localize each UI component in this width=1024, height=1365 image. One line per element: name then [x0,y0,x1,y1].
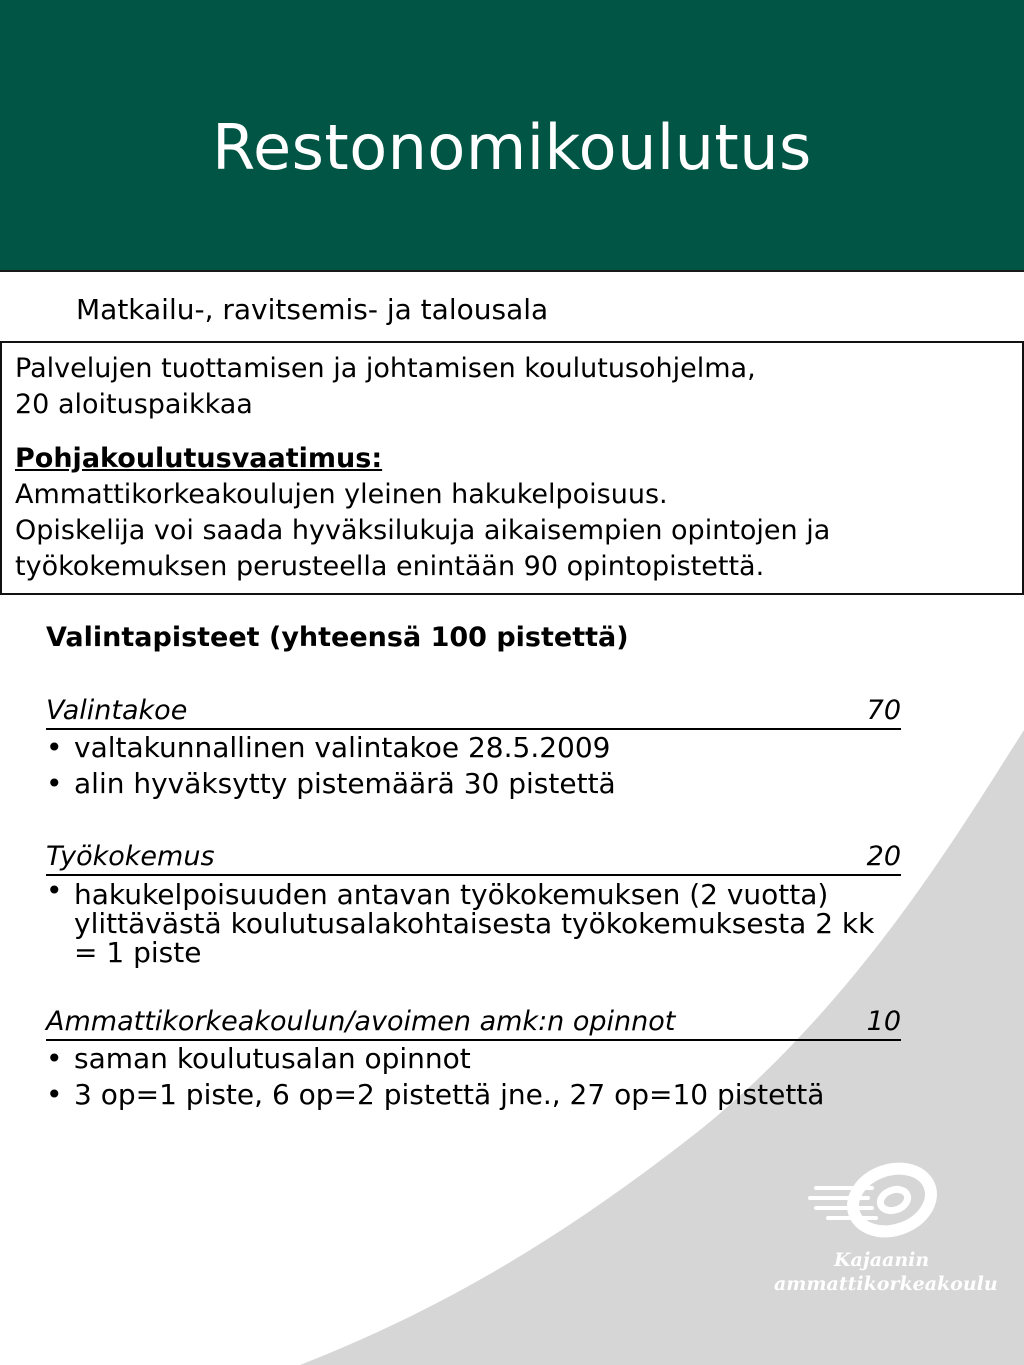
list-item: • 3 op=1 piste, 6 op=2 pistettä jne., 27 op=10 pistettä [46,1077,906,1113]
requirements-heading: Pohjakoulutusvaatimus: [15,443,383,474]
kajaani-logo [772,1160,998,1300]
section-opinnot-list [46,1041,906,1113]
list-item: • saman koulutusalan opinnot [46,1041,906,1077]
field-subtitle: Matkailu-, ravitsemis- ja talousala [76,293,549,326]
logo-name-line2: ammattikorkeakoulu [774,1273,998,1295]
intake-count: 20 aloituspaikkaa [15,389,253,420]
points-title: Valintapisteet (yhteensä 100 pistettä) [46,622,629,653]
selection-points [46,620,906,1113]
header-banner [0,0,1024,272]
section-tyokokemus-list [46,876,906,967]
list-item: • valtakunnallinen valintakoe 28.5.2009 [46,730,906,766]
requirement-text-3: työkokemuksen perusteella enintään 90 opintopistettä. [15,551,765,582]
section-points: 10 [866,1006,901,1037]
section-points: 70 [866,695,901,726]
logo-name-line1: Kajaanin [834,1249,930,1271]
list-item: • alin hyväksytty pistemäärä 30 pistettä [46,766,906,802]
program-name: Palvelujen tuottamisen ja johtamisen koulutusohjelma, [15,353,756,384]
requirement-text-2: Opiskelija voi saada hyväksilukuja aikaisempien opintojen ja [15,515,831,546]
section-points: 20 [866,841,901,872]
kajaani-amk-logo-icon [772,1160,982,1250]
section-valintakoe-list [46,730,906,802]
section-label: Ammattikorkeakoulun/avoimen amk:n opinnot [46,1006,676,1037]
section-valintakoe-header [46,694,901,730]
program-info-box [0,341,1024,595]
section-opinnot-header [46,1005,901,1041]
section-label: Työkokemus [46,841,215,872]
section-label: Valintakoe [46,695,188,726]
page-title: Restonomikoulutus [212,111,812,184]
section-tyokokemus-header [46,840,901,876]
requirement-text-1: Ammattikorkeakoulujen yleinen hakukelpoisuus. [15,479,668,510]
list-item: • hakukelpoisuuden antavan työkokemuksen (2 vuotta) ylittävästä koulutusalakohtaisesta työkokemuksesta 2 kk = 1 piste [46,876,906,967]
